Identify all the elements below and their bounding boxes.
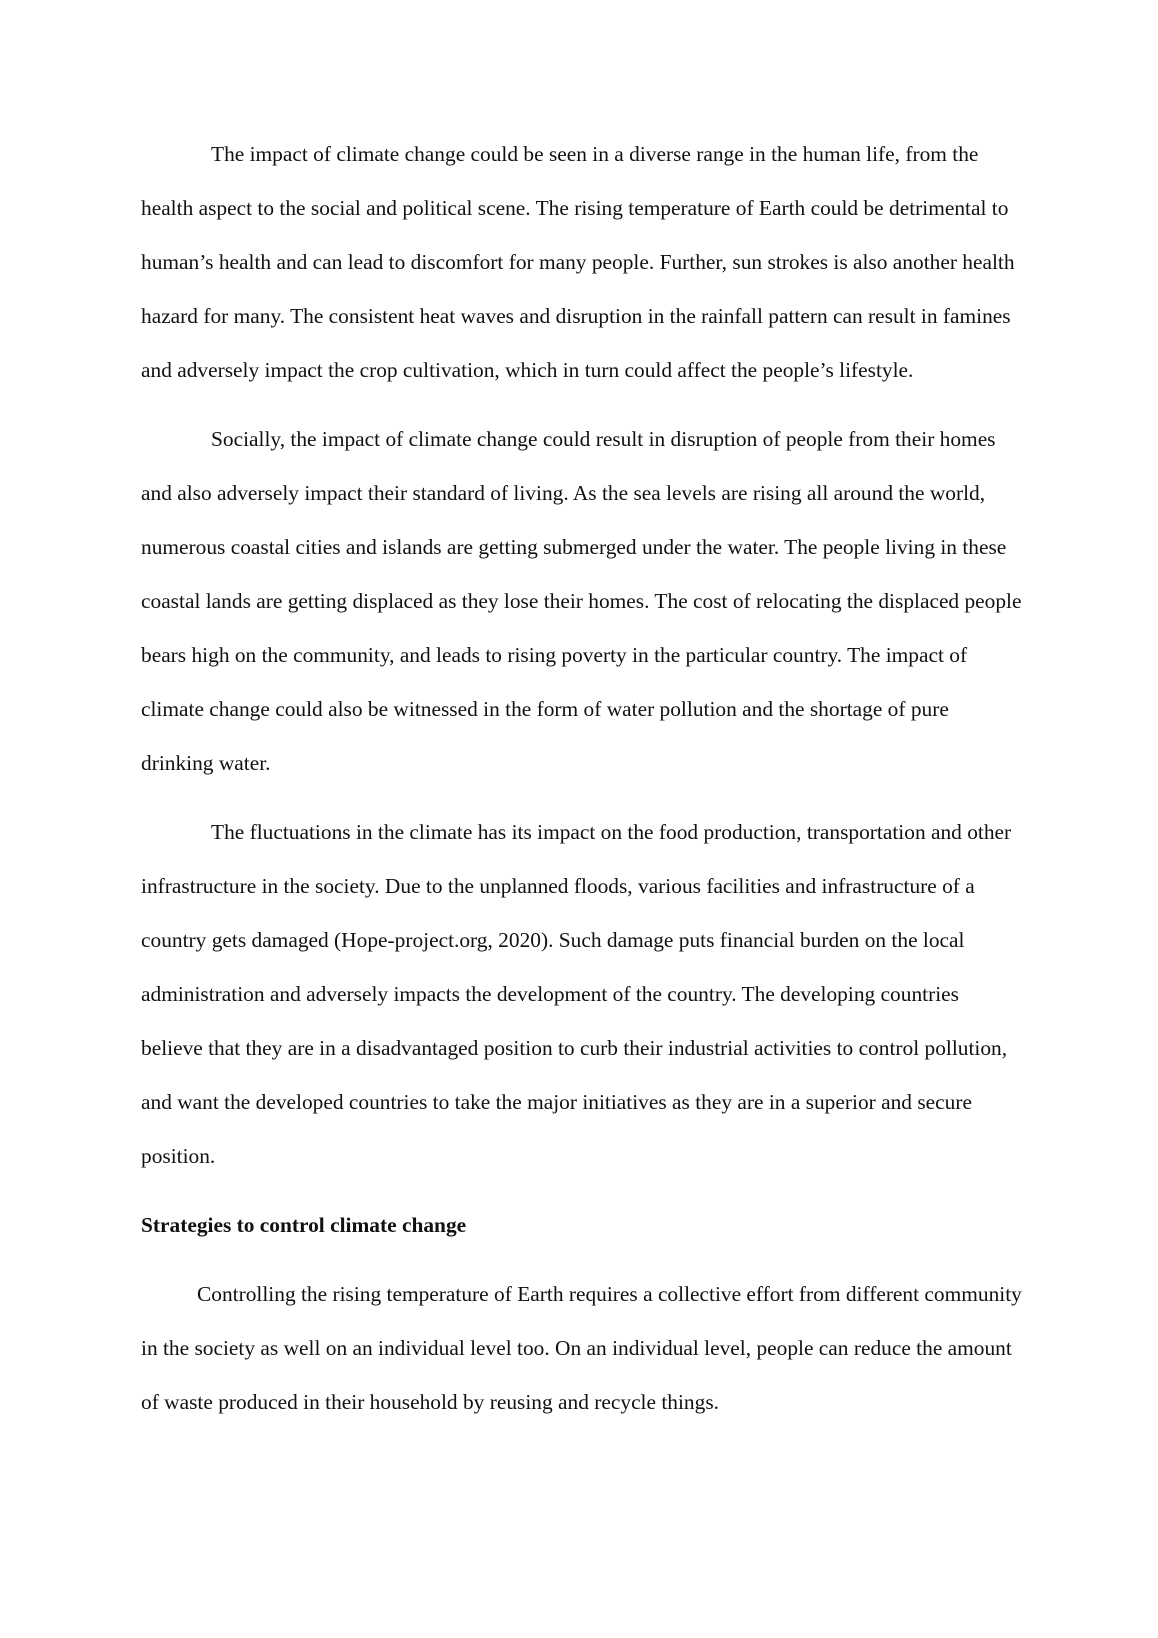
document-body [141, 127, 1026, 1444]
paragraph-health-impact: The impact of climate change could be seen in a diverse range in the human life, from the health aspect to the social and political scene. The rising temperature of Earth could be detrimental to human’s health and can lead to discomfort for many people. Further, sun strokes is also another health hazard for many. The consistent heat waves and disruption in the rainfall pattern can result in famines and adversely impact the crop cultivation, which in turn could affect the people’s lifestyle. [141, 142, 1015, 382]
section-heading: Strategies to control climate change [141, 1213, 467, 1237]
paragraph-strategies: Controlling the rising temperature of Earth requires a collective effort from different community in the society as well on an individual level too. On an individual level, people can reduce the amount of waste produced in their household by reusing and recycle things. [141, 1282, 1022, 1414]
paragraph-infrastructure-impact: The fluctuations in the climate has its impact on the food production, transportation and other infrastructure in the society. Due to the unplanned floods, various facilities and infrastructure of a country gets damaged (Hope-project.org, 2020). Such damage puts financial burden on the local administration and adversely impacts the development of the country. The developing countries believe that they are in a disadvantaged position to curb their industrial activities to control pollution, and want the developed countries to take the major initiatives as they are in a superior and secure position. [141, 820, 1012, 1168]
paragraph-social-impact: Socially, the impact of climate change could result in disruption of people from their homes and also adversely impact their standard of living. As the sea levels are rising all around the world, numerous coastal cities and islands are getting submerged under the water. The people living in these coastal lands are getting displaced as they lose their homes. The cost of relocating the displaced people bears high on the community, and leads to rising poverty in the particular country. The impact of climate change could also be witnessed in the form of water pollution and the shortage of pure drinking water. [141, 427, 1022, 775]
